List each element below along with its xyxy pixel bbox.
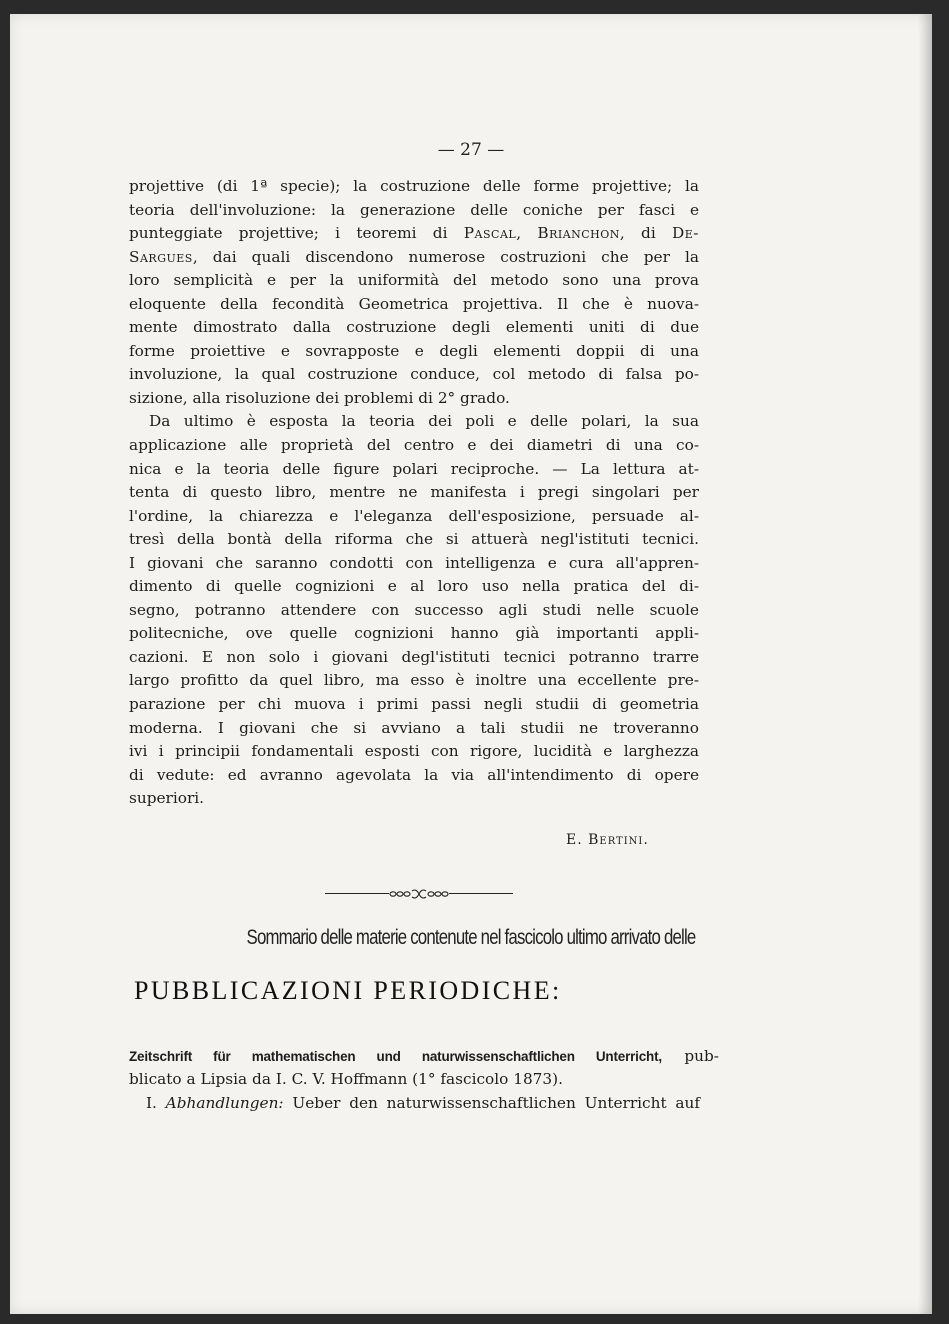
text-line: nica e la teoria delle figure polari reciproche. — La lettura at- [129, 459, 699, 478]
ornament-knot-icon [387, 888, 451, 900]
author-signature: E. Bertini. [566, 832, 649, 848]
text-line: Sargues, dai quali discendono numerose costruzioni che per la [129, 247, 699, 266]
text-line [129, 1045, 719, 1068]
text-line: blicato a Lipsia da I. C. V. Hoffmann (1° fascicolo 1873). [129, 1070, 563, 1088]
section-label: Abhandlungen: [165, 1094, 284, 1112]
text-line: ivi i principii fondamentali esposti con rigore, lucidità e larghezza [129, 742, 699, 761]
text-line: involuzione, la qual costruzione conduce, col metodo di falsa po- [129, 365, 699, 384]
section-divider-ornament [325, 888, 513, 900]
document-page [10, 14, 932, 1314]
text-line: l'ordine, la chiarezza e l'eleganza dell'esposizione, persuade al- [129, 506, 699, 525]
name-desargues-part1: De- [672, 224, 699, 243]
page-number: — 27 — [437, 140, 505, 160]
text-line: dimento di quelle cognizioni e al loro uso nella pratica del di- [129, 577, 699, 596]
text-line: projettive (di 1ª specie); la costruzione delle forme projettive; la [129, 177, 699, 195]
text-line: di vedute: ed avranno agevolata la via all'intendimento di opere [129, 765, 699, 784]
name-pascal: Pascal [463, 224, 517, 243]
publications-title: PUBBLICAZIONI PERIODICHE: [134, 976, 562, 1005]
section-number: I. [146, 1094, 157, 1112]
text-line: forme proiettive e sovrapposte e degli elementi doppii di una [129, 341, 699, 360]
journal-title: Zeitschrift für mathematischen und naturwissenschaftlichen Unterricht, [129, 1049, 662, 1064]
name-desargues-part2: Sargues [129, 247, 193, 266]
text-line: I giovani che saranno condotti con intelligenza e cura all'appren- [129, 553, 699, 572]
text-line: politecniche, ove quelle cognizioni hanno già importanti appli- [129, 624, 699, 643]
text-line: segno, potranno attendere con successo agli studi nelle scuole [129, 600, 699, 619]
text-line: eloquente della fecondità Geometrica projettiva. Il che è nuova- [129, 294, 699, 313]
section-text: Ueber den naturwissenschaftlichen Unterricht auf [292, 1094, 700, 1112]
text-line: tresì della bontà della riforma che si attuerà negl'istituti tecnici. [129, 530, 699, 549]
divider-rule-right [449, 893, 513, 894]
text-line: Da ultimo è esposta la teoria dei poli e delle polari, la sua [149, 412, 699, 431]
divider-rule-left [325, 893, 389, 894]
summary-heading: Sommario delle materie contenute nel fascicolo ultimo arrivato delle [246, 926, 696, 949]
text-line: applicazione alle proprietà del centro e dei diametri di una co- [129, 436, 699, 455]
text-line: largo profitto da quel libro, ma esso è inoltre una eccellente pre- [129, 671, 699, 690]
text-line: mente dimostrato dalla costruzione degli elementi uniti di due [129, 318, 699, 337]
text-line: superiori. [129, 789, 205, 808]
page-edge-shadow [918, 14, 932, 1314]
text-line: parazione per chi muova i primi passi negli studii di geometria [129, 695, 699, 714]
text-line: sizione, alla risoluzione dei problemi di 2° grado. [129, 388, 510, 407]
name-brianchon: Brianchon [537, 224, 620, 243]
text-line: punteggiate projettive; i teoremi di Pascal, Brianchon, di De- [129, 224, 699, 243]
review-text [129, 175, 699, 811]
zeitschrift-entry [129, 1045, 719, 1091]
text-line: tenta di questo libro, mentre ne manifesta i pregi singolari per [129, 483, 699, 502]
text-line: loro semplicità e per la uniformità del metodo sono una prova [129, 271, 699, 290]
text-line: moderna. I giovani che si avviano a tali studii ne troveranno [129, 718, 699, 737]
abhandlungen-line [146, 1092, 700, 1115]
text-line: cazioni. E non solo i giovani degl'istituti tecnici potranno trarre [129, 647, 699, 666]
text-line: teoria dell'involuzione: la generazione delle coniche per fasci e [129, 200, 699, 219]
journal-pub-tail: pub- [684, 1047, 719, 1065]
